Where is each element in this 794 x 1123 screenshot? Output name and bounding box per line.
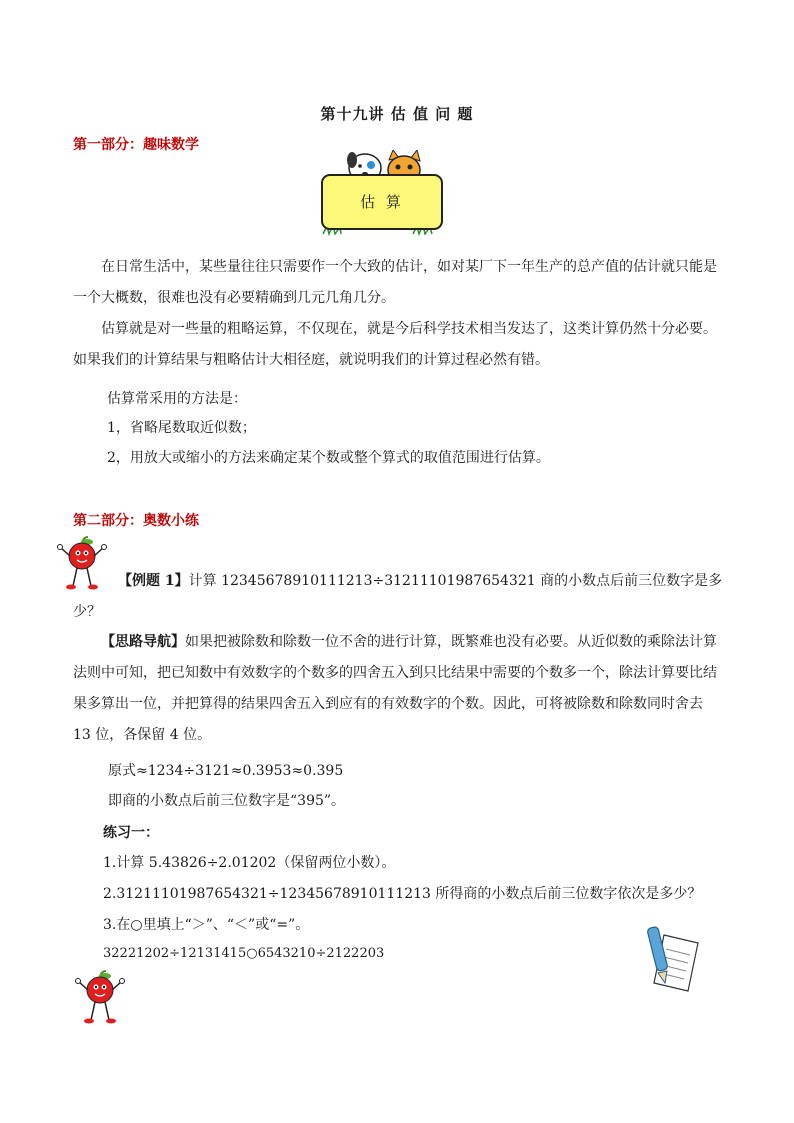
exercise-2: 2.31211101987654321÷12345678910111213 所得商的小数点后前三位数字依次是多少？	[103, 886, 702, 902]
hint-text: 如果把被除数和除数一位不舍的进行计算，既繁难也没有必要。从近似数的乘除法计算法则中可知，把已知数中有效数字的个数多的四舍五入到只比结果中需要的个数多一个，除法计算要比结果多算出一位，并把算得的结果四舍五入到应有的有效数字的个数。因此，可将被除数和除数同时舍去 13 位，各保留 4 位。	[73, 634, 717, 743]
apple-mascot-icon	[55, 536, 109, 594]
pencil-paper-icon	[642, 925, 702, 995]
hint-label: 【思路导航】	[101, 634, 185, 650]
exercise-heading: 练习一：	[103, 825, 159, 841]
example-1	[118, 570, 722, 590]
part2-heading: 第二部分：奥数小练	[73, 513, 199, 529]
paragraph-2: 估算就是对一些量的粗略运算，不仅现在，就是今后科学技术相当发达了，这类计算仍然十分必要。如果我们的计算结果与粗略估计大相径庭，就说明我们的计算过程必然有错。	[73, 321, 717, 368]
exercise-3-expression: 32221202÷12131415○6543210÷2122203	[103, 946, 385, 961]
example-1-text: 计算 12345678910111213÷31211101987654321 商的小数点后前三位数字是多	[188, 573, 723, 589]
page-title: 第十九讲 估 值 问 题	[320, 105, 474, 123]
method-1: 1，省略尾数取近似数；	[107, 420, 256, 436]
estimate-box-label: 估 算	[360, 193, 404, 211]
paragraph-1: 在日常生活中，某些量往往只需要作一个大致的估计，如对某厂下一年生产的总产值的估计就只能是一个大概数，很难也没有必要精确到几元几角几分。	[73, 259, 717, 306]
method-2: 2，用放大或缩小的方法来确定某个数或整个算式的取值范围进行估算。	[107, 450, 550, 466]
estimate-box	[321, 174, 443, 230]
exercise-1: 1.计算 5.43826÷2.01202（保留两位小数）。	[103, 855, 396, 871]
exercise-3: 3.在○里填上“＞”、“＜”或“=”。	[103, 917, 310, 933]
part1-heading: 第一部分：趣味数学	[73, 137, 199, 153]
estimate-sign	[313, 150, 447, 240]
example-1-label: 【例题 1】	[118, 573, 189, 589]
apple-mascot-icon	[73, 970, 127, 1028]
answer-line: 即商的小数点后前三位数字是“395”。	[108, 793, 346, 809]
methods-intro: 估算常采用的方法是：	[107, 391, 247, 407]
hint	[73, 627, 723, 751]
calc-line: 原式≈1234÷3121≈0.3953≈0.395	[108, 763, 344, 779]
example-1-text-end: 少？	[73, 604, 101, 620]
